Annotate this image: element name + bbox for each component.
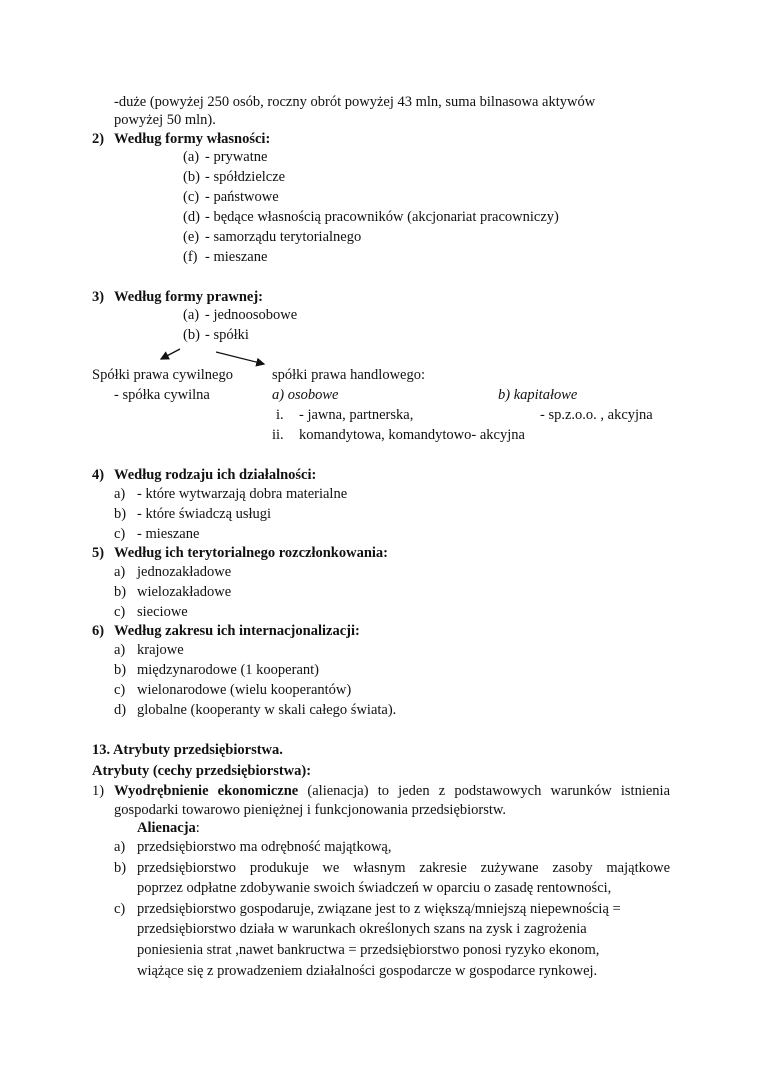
list-marker: (c)	[183, 189, 200, 205]
list-item: globalne (kooperanty w skali całego świata).	[137, 702, 397, 718]
list-marker: d)	[114, 702, 127, 718]
paragraph-line: Wyodrębnienie ekonomiczne (alienacja) to jeden z podstawowych warunków istnienia	[114, 783, 671, 799]
list-marker: a)	[114, 642, 126, 658]
list-marker: b)	[114, 662, 127, 678]
paragraph-line: wiążące się z prowadzeniem działalności gospodarcze w gospodarce rynkowej.	[137, 963, 598, 979]
roman-marker: i.	[276, 407, 284, 423]
paragraph-line: przedsiębiorstwo działa w warunkach określonych szans na zysk i zagrożenia	[137, 921, 587, 937]
list-marker: (b)	[183, 169, 200, 185]
section-6-number: 6)	[92, 623, 105, 639]
roman-marker: ii.	[272, 427, 284, 443]
section-3-number: 3)	[92, 289, 105, 305]
list-item: - spółdzielcze	[205, 169, 286, 185]
paragraph-line: poniesienia strat ,nawet bankructwa = przedsiębiorstwo ponosi ryzyko ekonom,	[137, 942, 600, 958]
arrow-left	[161, 349, 180, 359]
list-item: - jednoosobowe	[205, 307, 298, 323]
list-marker: c)	[114, 604, 126, 620]
capital-companies-label: b) kapitałowe	[498, 387, 578, 403]
list-item: jednozakładowe	[137, 564, 232, 580]
list-item: - prywatne	[205, 149, 268, 165]
alienation-label: Alienacja:	[137, 820, 200, 836]
list-item: sieciowe	[137, 604, 188, 620]
economic-separation-term: Wyodrębnienie ekonomiczne	[114, 783, 299, 799]
personal-companies-item: komandytowa, komandytowo- akcyjna	[299, 427, 525, 443]
list-item: - będące własnością pracowników (akcjonariat pracowniczy)	[205, 209, 559, 225]
personal-companies-label: a) osobowe	[272, 387, 339, 403]
intro-line-1: -duże (powyżej 250 osób, roczny obrót powyżej 43 mln, suma bilnasowa aktywów	[114, 94, 596, 110]
list-marker: a)	[114, 839, 126, 855]
paragraph-line: przedsiębiorstwo produkuje we własnym zakresie zużywane zasoby majątkowe	[137, 860, 670, 876]
paragraph-line: poprzez odpłatne zdobywanie swoich świadczeń w oparciu o zasadę rentowności,	[137, 880, 612, 896]
paragraph-line: gospodarki towarowo pieniężnej i funkcjonowania przedsiębiorstw.	[114, 802, 507, 818]
section-5-number: 5)	[92, 545, 105, 561]
civil-partnership-item: - spółka cywilna	[114, 387, 210, 403]
list-item: - państwowe	[205, 189, 279, 205]
section-4-number: 4)	[92, 467, 105, 483]
list-item: - samorządu terytorialnego	[205, 229, 362, 245]
personal-companies-item: - jawna, partnerska,	[299, 407, 414, 423]
section-6-heading: Według zakresu ich internacjonalizacji:	[114, 623, 360, 639]
list-marker: a)	[114, 564, 126, 580]
list-marker: b)	[114, 506, 127, 522]
section-5-heading: Według ich terytorialnego rozczłonkowania:	[114, 545, 388, 561]
commercial-partnership-label: spółki prawa handlowego:	[272, 367, 426, 383]
list-marker: c)	[114, 682, 126, 698]
list-marker: (d)	[183, 209, 200, 225]
list-item: - które wytwarzają dobra materialne	[137, 486, 348, 502]
section-3-heading: Według formy prawnej:	[114, 289, 264, 305]
list-item: - spółki	[205, 327, 249, 343]
list-item: wielonarodowe (wielu kooperantów)	[137, 682, 352, 698]
arrow-right	[216, 352, 264, 364]
attributes-subtitle: Atrybuty (cechy przedsiębiorstwa):	[92, 763, 312, 779]
civil-partnership-label: Spółki prawa cywilnego	[92, 367, 233, 383]
list-marker: (e)	[183, 229, 200, 245]
list-item: - mieszane	[137, 526, 200, 542]
list-marker: b)	[114, 584, 127, 600]
list-marker: (a)	[183, 307, 200, 323]
section-2-heading: Według formy własności:	[114, 131, 271, 147]
capital-companies-item: - sp.z.o.o. , akcyjna	[540, 407, 653, 423]
section-2-number: 2)	[92, 131, 105, 147]
list-item: krajowe	[137, 642, 184, 658]
list-marker: 1)	[92, 783, 105, 799]
list-marker: a)	[114, 486, 126, 502]
list-marker: c)	[114, 526, 126, 542]
list-marker: c)	[114, 901, 126, 917]
list-marker: (b)	[183, 327, 200, 343]
list-item: - mieszane	[205, 249, 268, 265]
section-4-heading: Według rodzaju ich działalności:	[114, 467, 317, 483]
list-item: przedsiębiorstwo ma odrębność majątkową,	[137, 839, 392, 855]
list-item: międzynarodowe (1 kooperant)	[137, 662, 319, 678]
list-item: wielozakładowe	[137, 584, 232, 600]
list-marker: (f)	[183, 249, 198, 265]
list-item: - które świadczą usługi	[137, 506, 272, 522]
list-marker: (a)	[183, 149, 200, 165]
intro-line-2: powyżej 50 mln).	[114, 112, 216, 128]
paragraph-line: przedsiębiorstwo gospodaruje, związane jest to z większą/mniejszą niepewnością =	[137, 901, 621, 917]
list-marker: b)	[114, 860, 127, 876]
section-13-title: 13. Atrybuty przedsiębiorstwa.	[92, 742, 283, 758]
